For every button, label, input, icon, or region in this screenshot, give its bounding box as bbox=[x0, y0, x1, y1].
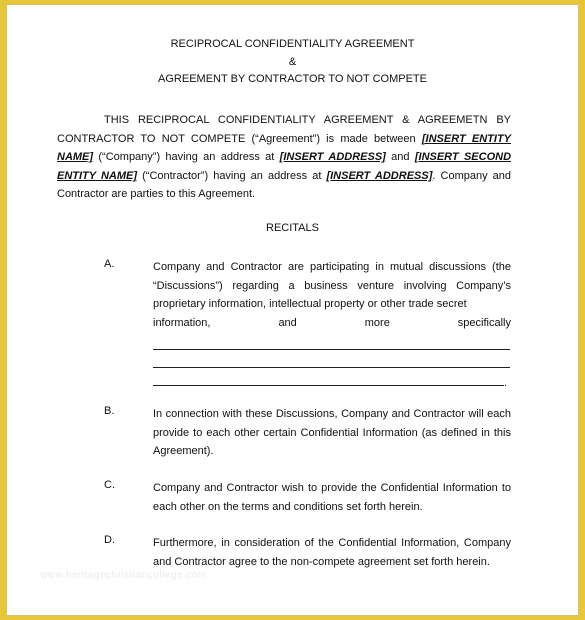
title-ampersand: & bbox=[288, 56, 297, 68]
intro-paragraph bbox=[57, 111, 511, 204]
recital-letter: A. bbox=[104, 258, 115, 270]
watermark: www.heritagechristiancollege.com bbox=[40, 570, 207, 581]
placeholder-entity-name: [INSERT ENTITY NAME] bbox=[57, 132, 511, 164]
intro-text-4: (“Contractor”) having an address at bbox=[142, 169, 322, 182]
recital-body bbox=[153, 258, 511, 393]
recital-letter: D. bbox=[104, 534, 115, 546]
blank-period: . bbox=[504, 377, 508, 390]
recital-text-last: information, and more specifically bbox=[153, 316, 511, 329]
document-page bbox=[6, 4, 579, 616]
recital-text: Company and Contractor are participating in mutual discussions (the “Discussions”) regarding a business venture involving Company’s proprietary information, intellectual property or other trade secret bbox=[153, 261, 511, 311]
blank-line bbox=[153, 350, 510, 368]
placeholder-address-2: [INSERT ADDRESS] bbox=[326, 169, 433, 182]
blank-line bbox=[153, 368, 504, 386]
blank-line bbox=[153, 332, 510, 350]
placeholder-second-entity-name: [INSERT SECOND ENTITY NAME] bbox=[57, 151, 512, 182]
recitals-heading: RECITALS bbox=[266, 222, 319, 234]
recital-text: Company and Contractor wish to provide the Confidential Information to each other on the terms and conditions set forth herein. bbox=[153, 482, 511, 513]
recital-text: In connection with these Discussions, Company and Contractor will each provide to each other certain Confidential Information (as defined in this Agreement). bbox=[153, 408, 511, 458]
intro-text-5: . Company and Contractor are parties to this Agreement. bbox=[57, 169, 512, 201]
recital-text: Furthermore, in consideration of the Confidential Information, Company and Contractor agree to the non-compete agreement set forth herein. bbox=[153, 537, 511, 568]
recital-letter: C. bbox=[104, 479, 115, 491]
intro-text-1: THIS RECIPROCAL CONFIDENTIALITY AGREEMENT & AGREEMETN BY CONTRACTOR TO NOT COMPETE (“Agreement”) is made between bbox=[57, 114, 511, 145]
title-line-2: AGREEMENT BY CONTRACTOR TO NOT COMPETE bbox=[158, 73, 427, 85]
placeholder-address-1: [INSERT ADDRESS] bbox=[279, 151, 386, 164]
intro-text-2: (“Company”) having an address at bbox=[98, 151, 275, 164]
intro-text-3: and bbox=[391, 151, 410, 164]
title-line-1: RECIPROCAL CONFIDENTIALITY AGREEMENT bbox=[170, 38, 415, 50]
recital-letter: B. bbox=[104, 405, 115, 417]
